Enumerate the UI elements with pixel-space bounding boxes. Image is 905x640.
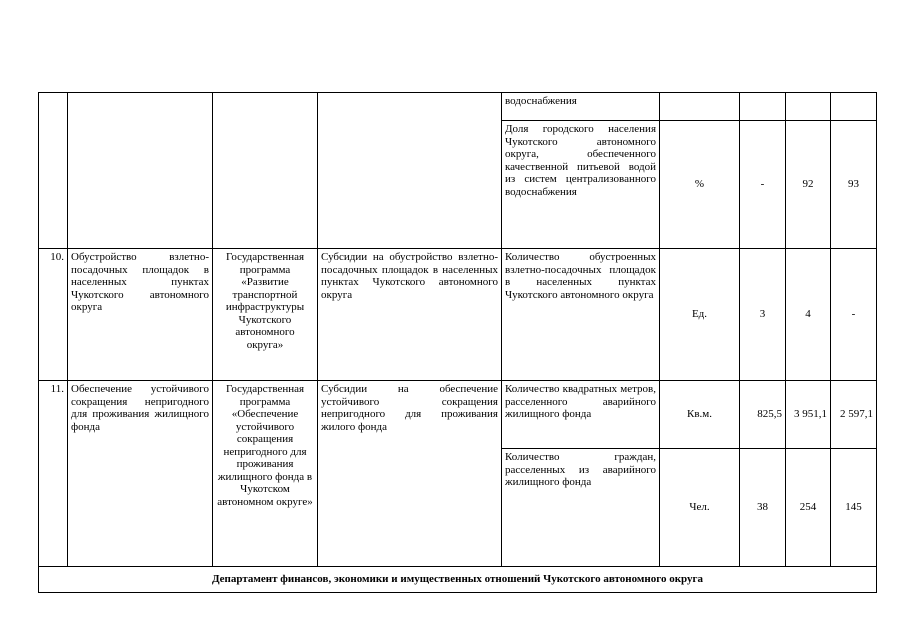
cell-program: Государственная программа «Обеспечение устойчивого сокращения непригодного для проживания жилищного фонда в Чукотском автономном округе» [213,381,318,567]
cell-v1: 38 [740,449,786,567]
cell-indicator: Доля городского населения Чукотского автономного округа, обеспеченного качественной питьевой водой из систем централизованного водоснабжения [502,121,660,249]
cell-v1: - [740,121,786,249]
cell-unit [660,93,740,121]
cell-name: Обустройство взлетно-посадочных площадок в населенных пунктах Чукотского автономного округа [68,249,213,381]
cell-v2: 4 [786,249,831,381]
cell-indicator: Количество обустроенных взлетно-посадочных площадок в населенных пунктах Чукотского автономного округа [502,249,660,381]
cell-v1: 825,5 [740,381,786,449]
table-row [39,381,877,449]
section-footer: Департамент финансов, экономики и имущественных отношений Чукотского автономного округа [39,567,877,593]
cell-name [68,93,213,249]
cell-v3 [831,93,877,121]
cell-indicator: Количество граждан, расселенных из аварийного жилищного фонда [502,449,660,567]
cell-v3: 145 [831,449,877,567]
cell-v3: - [831,249,877,381]
cell-measure: Субсидии на обеспечение устойчивого сокращения непригодного для проживания жилого фонда [318,381,502,567]
section-footer-row [39,567,877,593]
cell-num [39,93,68,249]
cell-unit: % [660,121,740,249]
table-row [39,93,877,121]
cell-measure: Субсидии на обустройство взлетно-посадочных площадок в населенных пунктах Чукотского автономного округа [318,249,502,381]
table-row [39,249,877,381]
cell-program [213,93,318,249]
cell-unit: Кв.м. [660,381,740,449]
cell-unit: Чел. [660,449,740,567]
cell-indicator: Количество квадратных метров, расселенного аварийного жилищного фонда [502,381,660,449]
cell-v1: 3 [740,249,786,381]
cell-unit: Ед. [660,249,740,381]
cell-measure [318,93,502,249]
cell-name: Обеспечение устойчивого сокращения непригодного для проживания жилищного фонда [68,381,213,567]
cell-v2: 254 [786,449,831,567]
cell-v1 [740,93,786,121]
cell-v3: 93 [831,121,877,249]
cell-num: 10. [39,249,68,381]
cell-v3: 2 597,1 [831,381,877,449]
cell-v2 [786,93,831,121]
cell-num: 11. [39,381,68,567]
cell-program: Государственная программа «Развитие транспортной инфраструктуры Чукотского автономного округа» [213,249,318,381]
cell-v2: 3 951,1 [786,381,831,449]
indicators-table [38,92,877,593]
cell-indicator: водоснабжения [502,93,660,121]
cell-v2: 92 [786,121,831,249]
